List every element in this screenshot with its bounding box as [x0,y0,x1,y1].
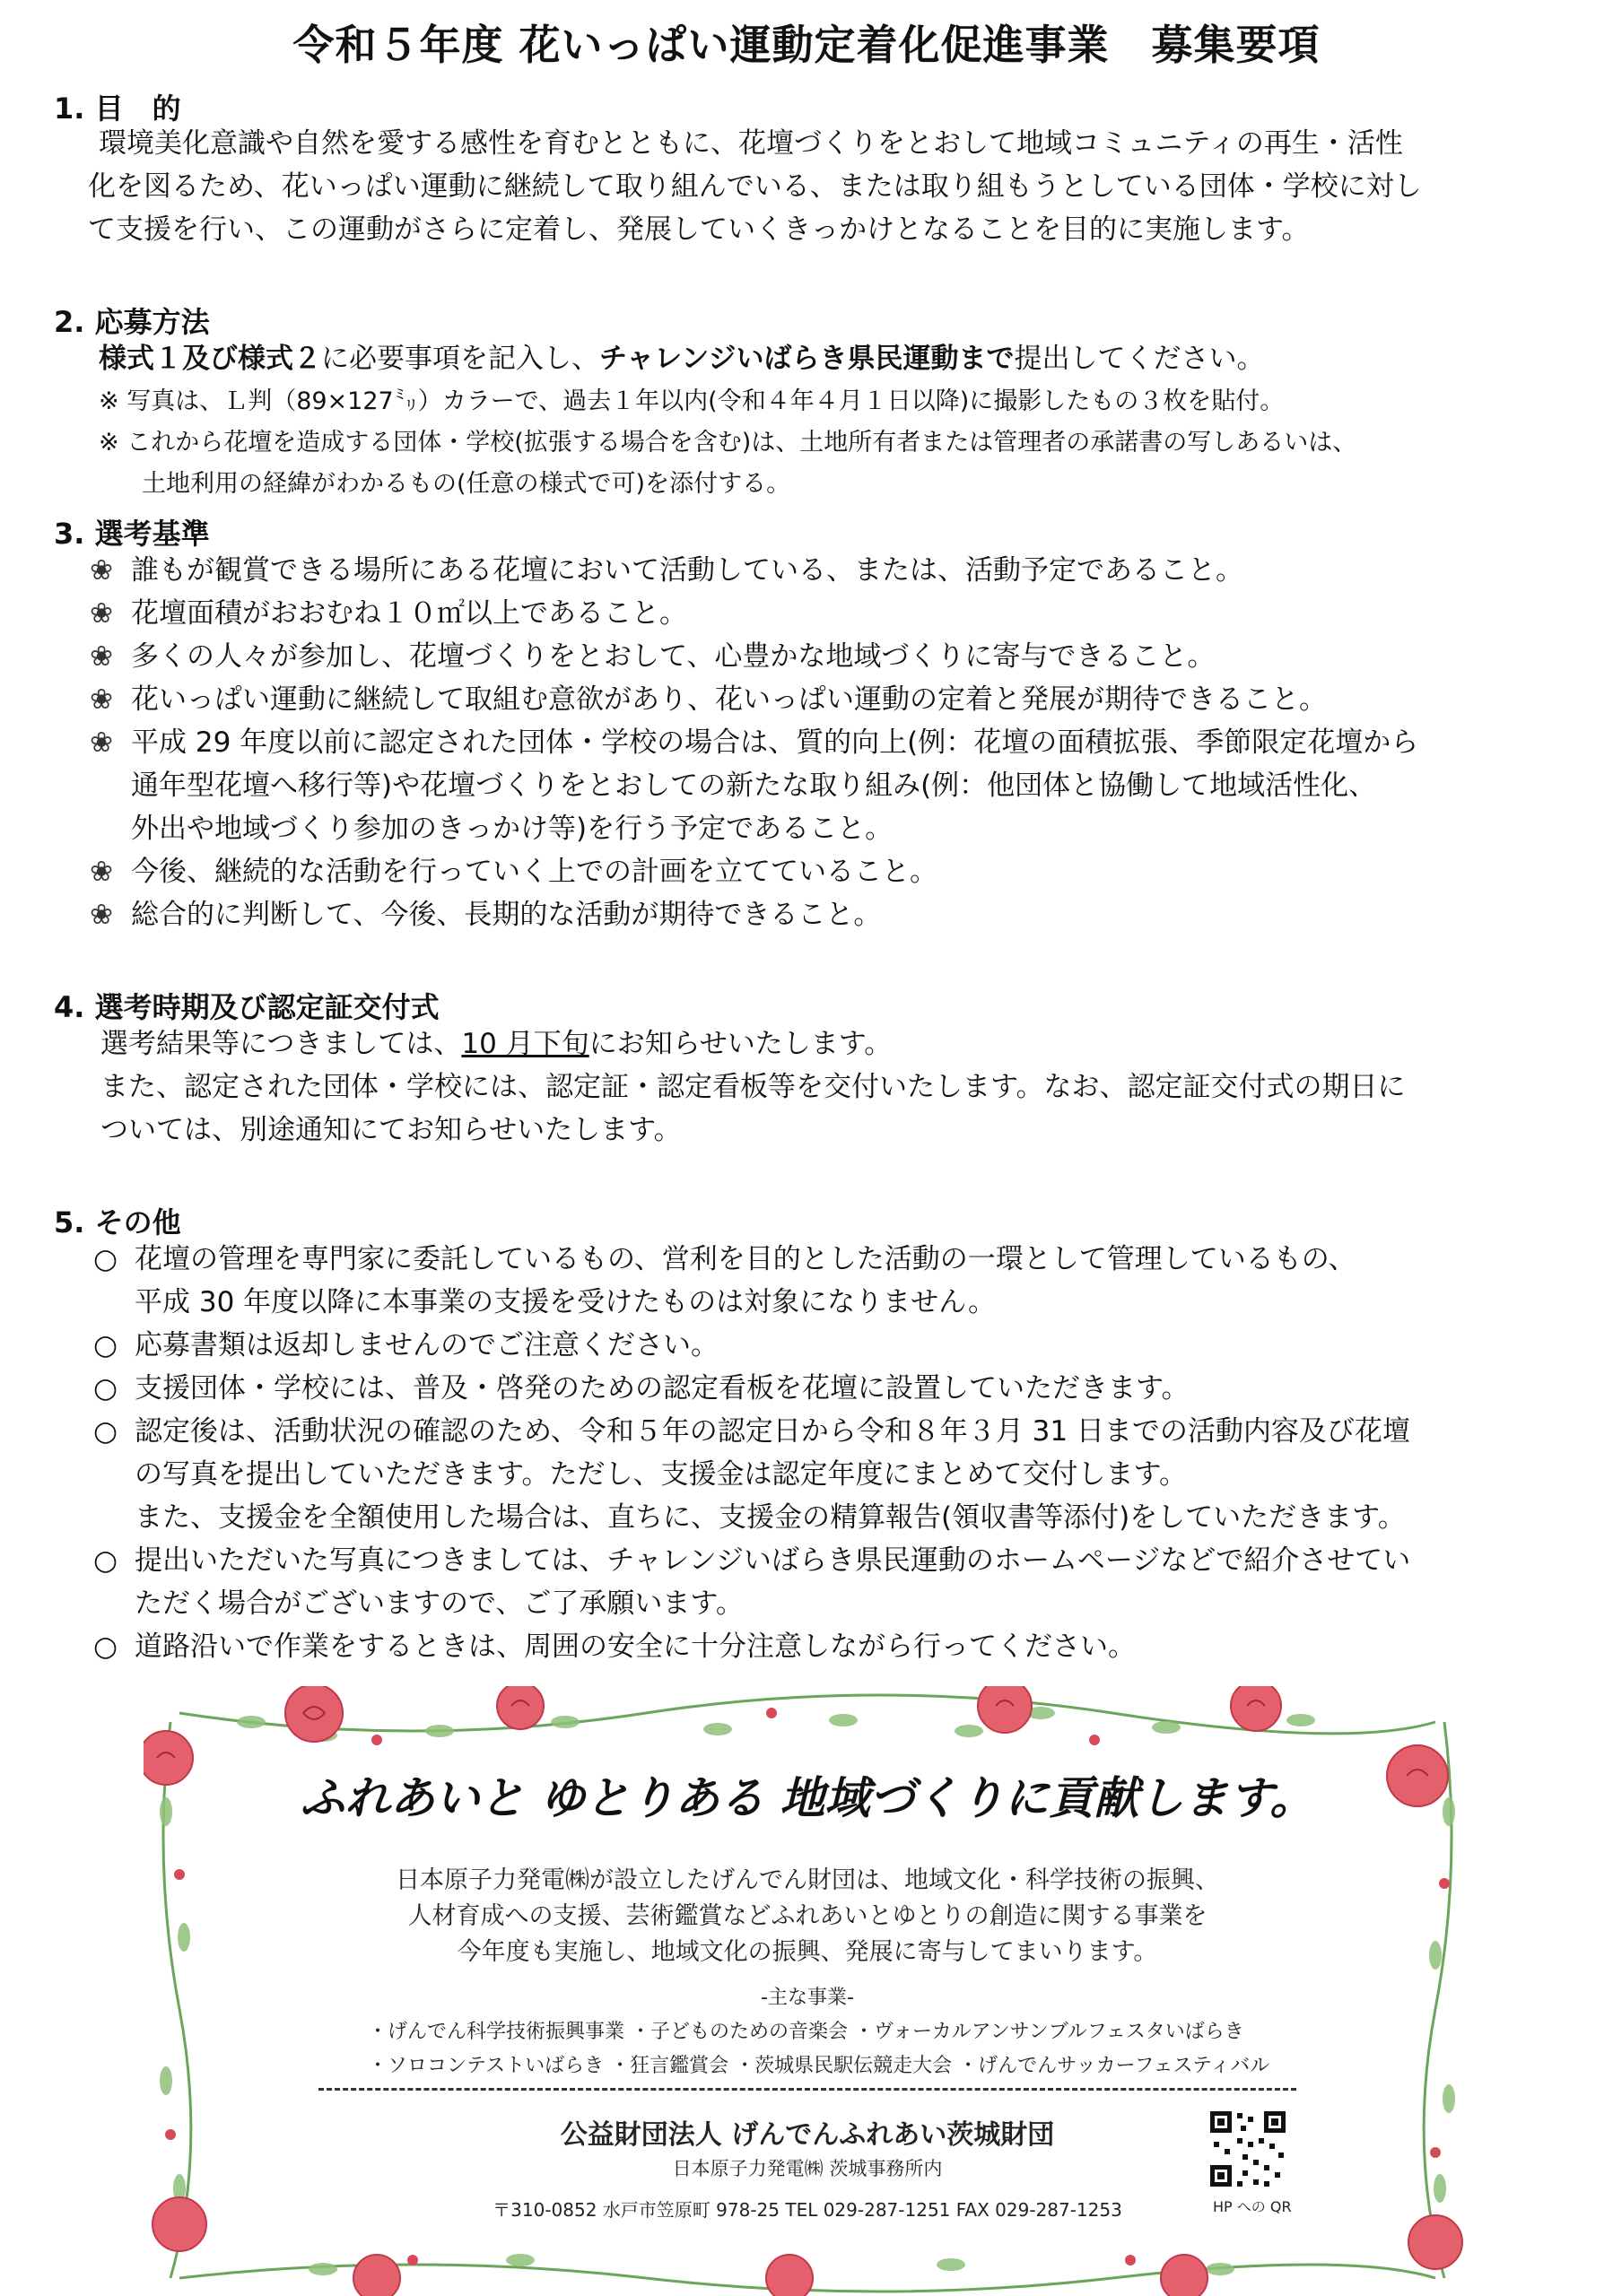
s2-main-text-2: 提出してください。 [1014,343,1265,375]
s5-item-3: ○ 支援団体・学校には、普及・啓発のための認定看板を花壇に設置していただきます。 [93,1372,1190,1405]
s5-item-1-cont: 平成 30 年度以降に本事業の支援を受けたものは対象になりません。 [135,1286,997,1318]
organization-sub: 日本原子力発電㈱ 茨城事務所内 [672,2158,943,2179]
s3-item-2: ❀ 花壇面積がおおむね１０㎡以上であること。 [90,597,687,630]
flower-bullet-icon: ❀ [90,554,113,587]
s2-note-land-2: 土地利用の経緯がわかるもの(任意の様式で可)を添付する。 [142,470,791,498]
sponsor-slogan: ふれあいと ゆとりある 地域づくりに貢献します。 [300,1772,1315,1824]
s3-item-5-cont-1: 通年型花壇へ移行等)や花壇づくりをとおしての新たな取り組み(例：他団体と協働して地域活性化、 [131,770,1377,802]
s2-note-land-1: ※ これから花壇を造成する団体・学校(拡張する場合を含む)は、土地所有者または管理者の承諾書の写しあるいは、 [99,429,1357,457]
s5-item-5: ○ 提出いただいた写真につきましては、チャレンジいばらき県民運動のホームページなどで紹介させてい [93,1544,1411,1577]
organization-name: 公益財団法人 げんでんふれあい茨城財団 [560,2119,1055,2151]
s5-item-4-cont-2: また、支援金を全額使用した場合は、直ちに、支援金の精算報告(領収書等添付)をしていただきます。 [135,1501,1406,1534]
events-line-1: ・げんでん科学技術振興事業 ・子どものための音楽会 ・ヴォーカルアンサンブルフェスタいばらき [368,2021,1244,2043]
s2-main-line [99,343,1265,376]
flower-bullet-icon: ❀ [90,726,113,759]
s3-item-6: ❀ 今後、継続的な活動を行っていく上での計画を立てていること。 [90,856,937,888]
qr-code-icon[interactable] [1207,2108,1289,2190]
s4-line-1: 選考結果等につきましては、10 月下旬にお知らせいたします。 [100,1028,893,1060]
s1-line-1: 環境美化意識や自然を愛する感性を育むとともに、花壇づくりをとおして地域コミュニティの再生・活性 [99,127,1403,160]
flower-bullet-icon: ❀ [90,856,113,888]
divider [318,2088,1296,2091]
s5-item-5-cont: ただく場合がございますので、ご了承願います。 [135,1587,744,1620]
section-4-heading: 4. 選考時期及び認定証交付式 [54,990,440,1024]
events-line-2: ・ソロコンテストいばらき ・狂言鑑賞会 ・茨城県民駅伝競走大会 ・げんでんサッカーフェスティバル [368,2055,1270,2077]
circle-bullet-icon: ○ [93,1415,118,1448]
s3-item-4: ❀ 花いっぱい運動に継続して取組む意欲があり、花いっぱい運動の定着と発展が期待できること。 [90,683,1327,716]
flower-bullet-icon: ❀ [90,899,113,931]
flower-bullet-icon: ❀ [90,640,113,673]
s2-destination: チャレンジいばらき県民運動まで [599,343,1015,375]
s2-form-names: 様式１及び様式２ [99,343,321,375]
section-1-heading: 1. 目 的 [54,91,181,126]
s3-item-5: ❀ 平成 29 年度以前に認定された団体・学校の場合は、質的向上(例：花壇の面積拡張、季節限定花壇から [90,726,1419,759]
section-5-heading: 5. その他 [54,1205,181,1239]
s4-line-3: ついては、別途通知にてお知らせいたします。 [100,1114,682,1146]
circle-bullet-icon: ○ [93,1243,118,1275]
circle-bullet-icon: ○ [93,1329,118,1361]
s3-item-3: ❀ 多くの人々が参加し、花壇づくりをとおして、心豊かな地域づくりに寄与できること。 [90,640,1216,673]
flower-bullet-icon: ❀ [90,683,113,716]
section-3-heading: 3. 選考基準 [54,517,210,551]
s5-item-4-cont-1: の写真を提出していただきます。ただし、支援金は認定年度にまとめて交付します。 [135,1458,1188,1491]
sponsor-text-2: 人材育成への支援、芸術鑑賞などふれあいとゆとりの創造に関する事業を [407,1902,1208,1930]
flower-bullet-icon: ❀ [90,597,113,630]
section-2-heading: 2. 応募方法 [54,305,210,339]
sponsor-text-3: 今年度も実施し、地域文化の振興、発展に寄与してまいります。 [457,1938,1158,1966]
circle-bullet-icon: ○ [93,1372,118,1405]
s1-line-2: 化を図るため、花いっぱい運動に継続して取り組んでいる、または取り組もうとしている団体・学校に対し [88,170,1422,203]
s2-main-text-1: に必要事項を記入し、 [321,343,599,375]
sponsor-text-1: 日本原子力発電㈱が設立したげんでん財団は、地域文化・科学技術の振興、 [396,1866,1219,1894]
circle-bullet-icon: ○ [93,1631,118,1663]
s3-item-1: ❀ 誰もが観賞できる場所にある花壇において活動している、または、活動予定であること。 [90,554,1243,587]
s3-item-5-cont-2: 外出や地域づくり参加のきっかけ等)を行う予定であること。 [131,813,894,845]
s5-item-4: ○ 認定後は、活動状況の確認のため、令和５年の認定日から令和８年３月 31 日までの活動内容及び花壇 [93,1415,1410,1448]
qr-label: HP への QR [1213,2198,1292,2215]
s5-item-2: ○ 応募書類は返却しませんのでご注意ください。 [93,1329,719,1361]
s4-date-highlight: 10 月下旬 [461,1028,589,1060]
s1-line-3: て支援を行い、この運動がさらに定着し、発展していくきっかけとなることを目的に実施します。 [88,213,1310,246]
s5-item-1: ○ 花壇の管理を専門家に委託しているもの、営利を目的とした活動の一環として管理しているもの、 [93,1243,1356,1275]
s5-item-6: ○ 道路沿いで作業をするときは、周囲の安全に十分注意しながら行ってください。 [93,1631,1136,1663]
circle-bullet-icon: ○ [93,1544,118,1577]
events-title: -主な事業- [761,1987,854,2009]
s4-line-2: また、認定された団体・学校には、認定証・認定看板等を交付いたします。なお、認定証交付式の期日に [100,1071,1406,1103]
sponsor-panel [144,1686,1471,2296]
s3-item-7: ❀ 総合的に判断して、今後、長期的な活動が期待できること。 [90,899,882,931]
organization-address: 〒310-0852 水戸市笠原町 978-25 TEL 029-287-1251 FAX 029-287-1253 [493,2199,1122,2221]
s2-note-photo: ※ 写真は、Ｌ判（89×127㍉）カラーで、過去１年以内(令和４年４月１日以降)に撮影したもの３枚を貼付。 [99,387,1285,415]
page-title: 令和５年度 花いっぱい運動定着化促進事業 募集要項 [292,21,1321,69]
